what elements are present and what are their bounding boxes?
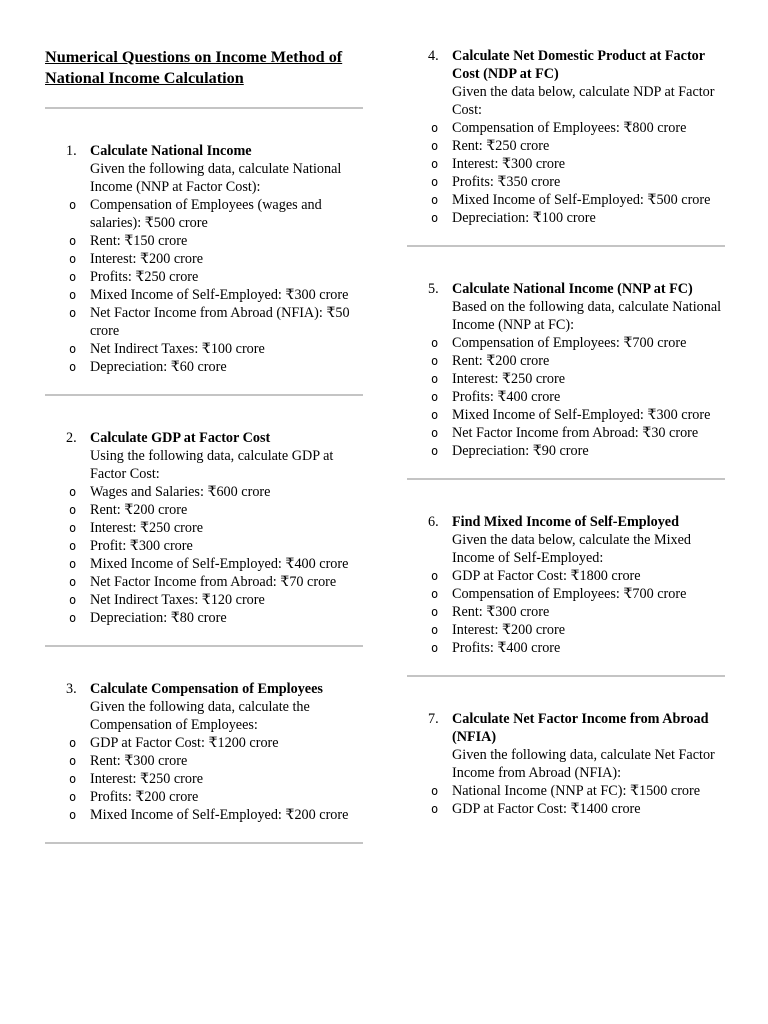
list-item: o Net Factor Income from Abroad (NFIA): ₹50 crore	[90, 304, 363, 340]
list-item: o Depreciation: ₹100 crore	[452, 209, 725, 227]
list-item: o Compensation of Employees (wages and salaries): ₹500 crore	[90, 196, 363, 232]
list-item: o Net Factor Income from Abroad: ₹30 crore	[452, 424, 725, 442]
data-list	[407, 567, 725, 657]
data-list	[45, 734, 363, 824]
list-item: o Interest: ₹300 crore	[452, 155, 725, 173]
list-item: o Interest: ₹200 crore	[452, 621, 725, 639]
section-divider	[407, 675, 725, 677]
list-item: o Mixed Income of Self-Employed: ₹500 crore	[452, 191, 725, 209]
data-list	[45, 483, 363, 627]
list-item: o Rent: ₹150 crore	[90, 232, 363, 250]
question-5	[407, 280, 725, 460]
list-item: o Depreciation: ₹90 crore	[452, 442, 725, 460]
section-divider	[45, 107, 363, 109]
list-item: o Rent: ₹200 crore	[452, 352, 725, 370]
list-item: o Profits: ₹200 crore	[90, 788, 363, 806]
list-item: o Profit: ₹300 crore	[90, 537, 363, 555]
list-item: o GDP at Factor Cost: ₹1800 crore	[452, 567, 725, 585]
question-1	[45, 142, 363, 376]
section-divider	[45, 394, 363, 396]
list-item: o National Income (NNP at FC): ₹1500 crore	[452, 782, 725, 800]
list-item: o GDP at Factor Cost: ₹1200 crore	[90, 734, 363, 752]
list-item: o Interest: ₹250 crore	[452, 370, 725, 388]
right-column	[407, 0, 725, 818]
list-item: o Profits: ₹400 crore	[452, 388, 725, 406]
document-title: Numerical Questions on Income Method of National Income Calculation	[45, 48, 343, 87]
list-item: o Mixed Income of Self-Employed: ₹400 crore	[90, 555, 363, 573]
list-item: o Rent: ₹200 crore	[90, 501, 363, 519]
list-item: o Compensation of Employees: ₹700 crore	[452, 585, 725, 603]
question-intro: Given the following data, calculate National Income (NNP at Factor Cost):	[90, 161, 342, 195]
question-title: Calculate National Income (NNP at FC)	[452, 281, 693, 297]
question-number: 3.	[66, 681, 77, 697]
section-divider	[45, 842, 363, 844]
list-item: o Mixed Income of Self-Employed: ₹200 crore	[90, 806, 363, 824]
question-number: 1.	[66, 143, 77, 159]
data-list	[407, 119, 725, 227]
question-2	[45, 429, 363, 627]
question-number: 2.	[66, 430, 77, 446]
list-item: o Mixed Income of Self-Employed: ₹300 crore	[90, 286, 363, 304]
list-item: o Profits: ₹350 crore	[452, 173, 725, 191]
data-list	[407, 334, 725, 460]
list-item: o Net Factor Income from Abroad: ₹70 crore	[90, 573, 363, 591]
list-item: o Depreciation: ₹60 crore	[90, 358, 363, 376]
question-intro: Given the following data, calculate Net Factor Income from Abroad (NFIA):	[452, 747, 715, 781]
list-item: o GDP at Factor Cost: ₹1400 crore	[452, 800, 725, 818]
question-3	[45, 680, 363, 824]
question-number: 4.	[428, 48, 439, 64]
question-4	[407, 47, 725, 227]
question-intro: Based on the following data, calculate National Income (NNP at FC):	[452, 299, 722, 333]
list-item: o Compensation of Employees: ₹800 crore	[452, 119, 725, 137]
question-number: 5.	[428, 281, 439, 297]
section-divider	[407, 478, 725, 480]
list-item: o Interest: ₹250 crore	[90, 770, 363, 788]
list-item: o Compensation of Employees: ₹700 crore	[452, 334, 725, 352]
question-intro: Given the data below, calculate NDP at Factor Cost:	[452, 84, 715, 118]
list-item: o Rent: ₹300 crore	[452, 603, 725, 621]
list-item: o Profits: ₹400 crore	[452, 639, 725, 657]
question-number: 7.	[428, 711, 439, 727]
list-item: o Depreciation: ₹80 crore	[90, 609, 363, 627]
question-title: Calculate Net Factor Income from Abroad (NFIA)	[452, 711, 709, 745]
question-title: Calculate Net Domestic Product at Factor Cost (NDP at FC)	[452, 48, 705, 82]
data-list	[45, 196, 363, 376]
question-number: 6.	[428, 514, 439, 530]
list-item: o Wages and Salaries: ₹600 crore	[90, 483, 363, 501]
question-intro: Given the data below, calculate the Mixed Income of Self-Employed:	[452, 532, 691, 566]
list-item: o Interest: ₹250 crore	[90, 519, 363, 537]
left-column	[45, 0, 363, 844]
question-7	[407, 710, 725, 818]
list-item: o Mixed Income of Self-Employed: ₹300 crore	[452, 406, 725, 424]
question-6	[407, 513, 725, 657]
question-title: Find Mixed Income of Self-Employed	[452, 514, 679, 530]
list-item: o Interest: ₹200 crore	[90, 250, 363, 268]
question-title: Calculate National Income	[90, 143, 252, 159]
section-divider	[407, 245, 725, 247]
data-list	[407, 782, 725, 818]
section-divider	[45, 645, 363, 647]
question-intro: Using the following data, calculate GDP at Factor Cost:	[90, 448, 334, 482]
question-intro: Given the following data, calculate the Compensation of Employees:	[90, 699, 310, 733]
question-title: Calculate Compensation of Employees	[90, 681, 323, 697]
list-item: o Net Indirect Taxes: ₹100 crore	[90, 340, 363, 358]
list-item: o Rent: ₹300 crore	[90, 752, 363, 770]
list-item: o Net Indirect Taxes: ₹120 crore	[90, 591, 363, 609]
list-item: o Rent: ₹250 crore	[452, 137, 725, 155]
question-title: Calculate GDP at Factor Cost	[90, 430, 271, 446]
list-item: o Profits: ₹250 crore	[90, 268, 363, 286]
